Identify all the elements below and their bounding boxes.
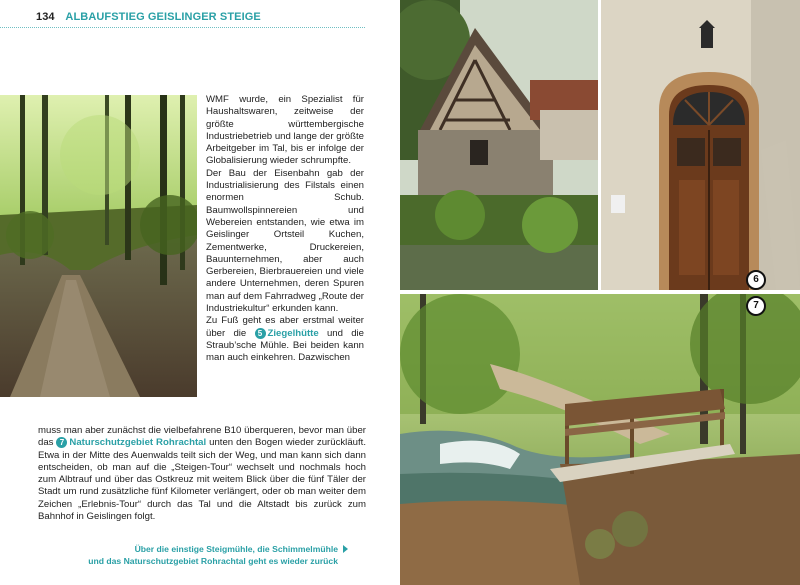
location-marker-7: 7	[56, 437, 67, 448]
page-number: 134	[36, 11, 55, 23]
text-after-marker: unten den Bogen wieder zurückläuft. Etwa in der Mitte des Auenwalds teilt sich der Weg, und man kann sich dann entscheiden, ob man auf die „Steigen-Tour“ wechselt und nochmals hoch zum Albtrauf und über das Ostkreuz mit weitem Blick über die fünf Täler der Stadt um rund zusätzliche fünf Kilometer verlängert, oder ob man weiter dem Zeichen „Erlebnis-Tour“ durch das Tal und die Altstadt bis zurück zum Bahnhof in Geislingen folgt.	[38, 437, 366, 523]
paragraph-wmf: WMF wurde, ein Spezialist für Haushaltswaren, zeitweise der größte württembergische Industriebetrieb und lange der größte Arbeitgeber im Tal, bis er infolge der Globalisierung wieder schrumpfte.	[206, 94, 364, 167]
arrow-right-icon	[343, 545, 348, 553]
caption-line-2: und das Naturschutzgebiet Rohrachtal geht es wieder zurück	[88, 556, 338, 566]
text-before-marker: muss man aber zunächst die vielbefahrene B10 überqueren, bevor man über das	[38, 425, 366, 449]
photo-badge-6: 6	[746, 270, 766, 290]
paragraph-walk-end: und die Straub’sche Mühle. Bei beiden kann man auch einkehren. Dazwischen	[206, 327, 364, 364]
full-width-text	[38, 425, 366, 523]
paragraph-walk-start: Zu Fuß geht es aber erstmal weiter über die	[206, 315, 364, 339]
location-marker-5: 5	[255, 328, 266, 339]
paragraph-railway: Der Bau der Eisenbahn gab der Industrialisierung des Filstals einen enormen Schub. Baumwollspinnereien und Webereien entstanden, wie etwa im Geislinger Ortsteil Kuchen, Zementwerke, Druckereien, Bauunternehmen, aber auch Gerbereien, Bierbrauereien und viele andere Unternehmen, deren Spuren man auf dem Fahrradweg „Route der Industriekultur“ erkunden kann.	[206, 167, 364, 315]
stream-bridge-photo	[400, 294, 800, 585]
place-rohrachtal: Naturschutzgebiet Rohrachtal	[69, 437, 207, 449]
header-divider	[0, 27, 365, 28]
photo-badge-7: 7	[746, 296, 766, 316]
running-header	[36, 11, 261, 23]
half-timbered-mill-photo	[400, 0, 598, 290]
forest-path-photo	[0, 95, 197, 397]
route-caption	[38, 543, 338, 567]
column-text	[206, 94, 364, 365]
arched-door-photo	[601, 0, 800, 290]
place-ziegelhuette: Ziegelhütte	[267, 327, 319, 339]
caption-line-1: Über die einstige Steigmühle, die Schimmelmühle	[134, 544, 338, 554]
running-title: ALBAUFSTIEG GEISLINGER STEIGE	[65, 11, 261, 23]
right-page	[400, 0, 800, 585]
